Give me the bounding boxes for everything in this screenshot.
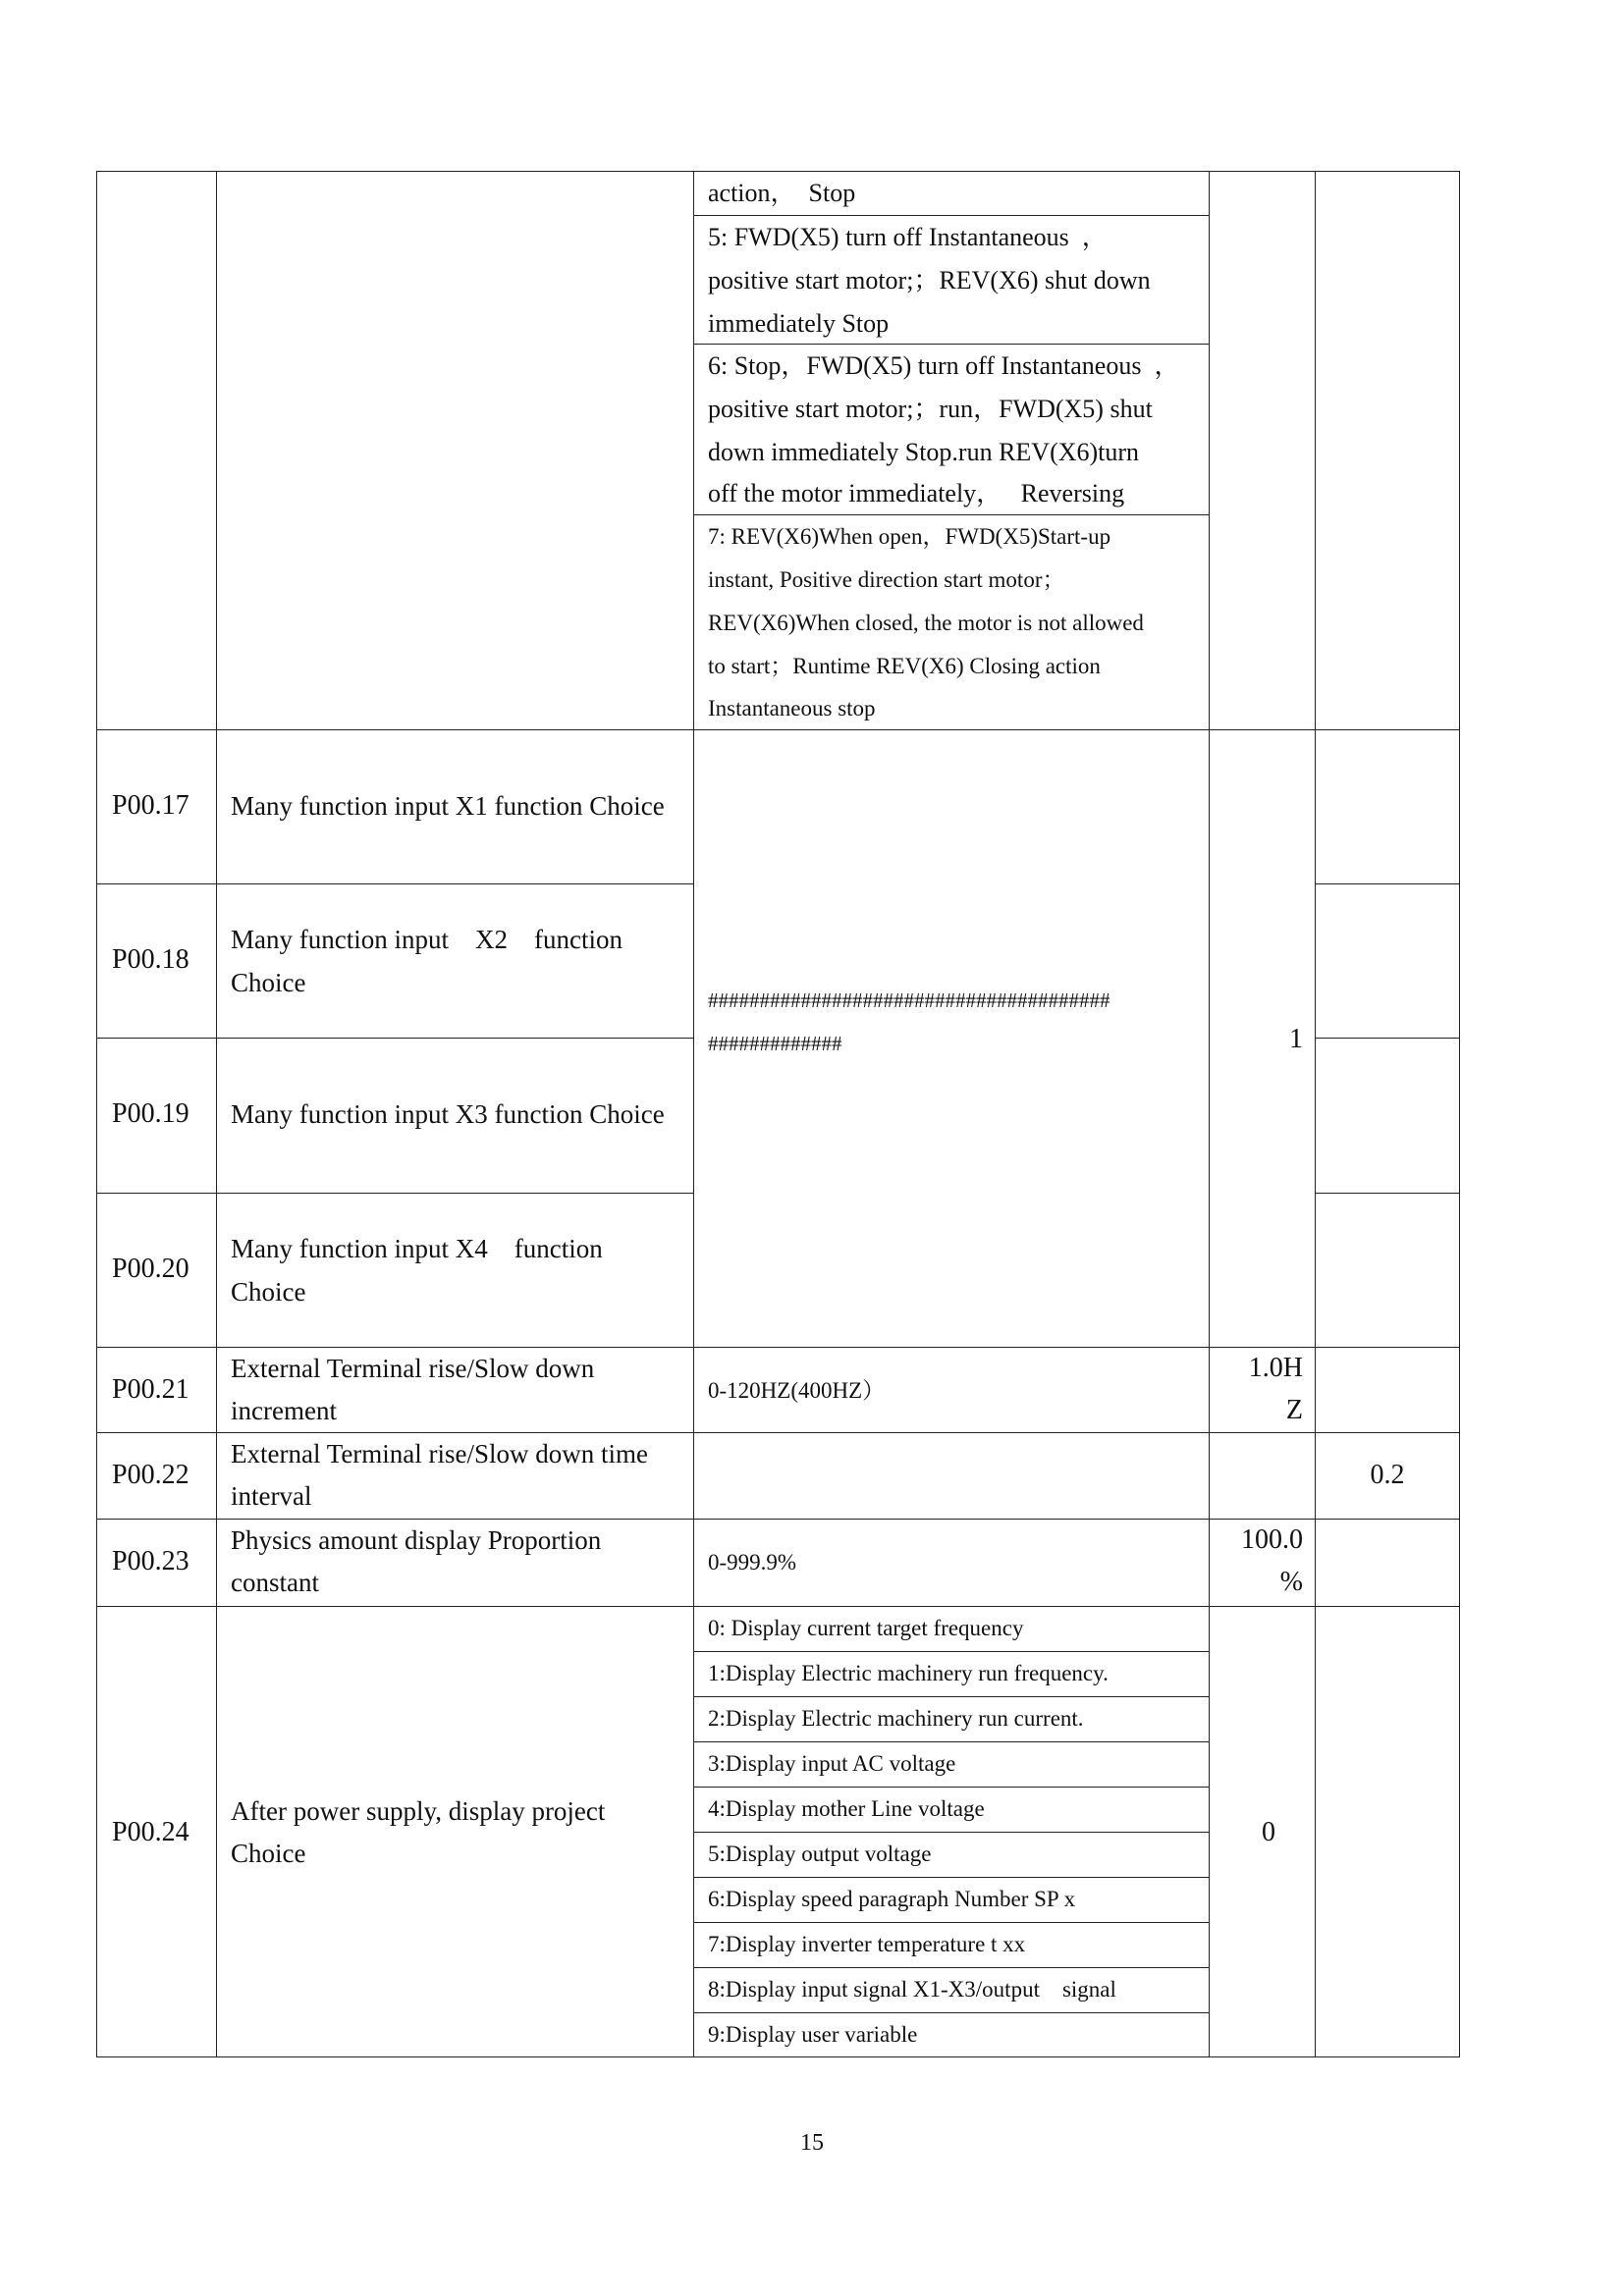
display-option: 0: Display current target frequency [708,1616,1024,1640]
parameter-name: After power supply, display project [231,1796,606,1826]
display-option-cell [693,1741,1210,1788]
parameter-name: Many function input X2 function [231,925,623,954]
display-option: 9:Display user variable [708,2022,918,2047]
cell-extra-continued [1315,171,1460,730]
display-option: 6:Display speed paragraph Number SP x [708,1887,1076,1911]
parameter-name: Physics amount display Proportion [231,1525,602,1555]
option-line: down immediately Stop.run REV(X6)turn [708,438,1140,466]
cell-extra [1315,1432,1460,1520]
cell-name [216,1193,694,1348]
cell-extra [1315,1193,1460,1348]
display-option: 8:Display input signal X1-X3/output signal [708,1977,1116,2002]
setting-range-text: ############# [708,1032,842,1055]
display-option: 1:Display Electric machinery run frequency. [708,1661,1109,1685]
parameter-name: External Terminal rise/Slow down time [231,1439,649,1468]
display-option-cell [693,1922,1210,1968]
parameter-code: P00.21 [112,1374,189,1405]
cell-name [216,1606,694,2057]
option-line: Instantaneous stop [708,696,876,721]
cell-setting-range [693,1432,1210,1520]
cell-extra [1315,1519,1460,1607]
option-line: 5: FWD(X5) turn off Instantaneous ， [708,223,1108,251]
cell-name [216,1347,694,1433]
display-option-cell [693,1832,1210,1878]
cell-default-continued [1209,171,1316,730]
default-value: % [1279,1567,1303,1597]
option-cell [693,171,1210,216]
parameter-name: Many function input X3 function Choice [231,1099,665,1129]
cell-extra [1315,883,1460,1039]
cell-extra [1315,1606,1460,2057]
parameter-name: Choice [231,968,306,997]
cell-default-merged [1209,729,1316,1348]
parameter-name: Choice [231,1277,306,1307]
cell-extra [1315,729,1460,884]
parameter-name: External Terminal rise/Slow down [231,1354,595,1383]
display-option: 4:Display mother Line voltage [708,1796,985,1821]
display-option-cell [693,1787,1210,1833]
cell-code-continued [96,171,217,730]
cell-setting-range [693,1519,1210,1607]
parameter-name: Choice [231,1839,306,1868]
default-value: 0 [1262,1817,1275,1847]
option-cell [693,215,1210,345]
cell-extra [1315,1347,1460,1433]
setting-range-text: ####################################### [708,988,1110,1012]
parameter-code: P00.22 [112,1460,189,1490]
option-line: to start；Runtime REV(X6) Closing action [708,654,1101,678]
cell-code [96,1432,217,1520]
option-cell [693,344,1210,515]
display-option-cell [693,1967,1210,2013]
display-option: 2:Display Electric machinery run current. [708,1706,1084,1731]
cell-code [96,1193,217,1348]
default-value: 1 [1289,1024,1303,1054]
option-line: positive start motor;；run，FWD(X5) shut [708,395,1153,423]
option-line: off the motor immediately， Reversing [708,479,1125,507]
parameter-code: P00.19 [112,1098,189,1129]
display-option-cell [693,1696,1210,1742]
display-option: 3:Display input AC voltage [708,1751,956,1776]
display-option-cell [693,1606,1210,1652]
parameter-code: P00.20 [112,1254,189,1284]
option-line: immediately Stop [708,309,890,338]
parameter-name: interval [231,1481,312,1511]
option-line: instant, Positive direction start motor； [708,567,1065,592]
parameter-name: Many function input X4 function [231,1234,603,1263]
display-option-cell [693,1651,1210,1697]
parameter-code: P00.24 [112,1817,189,1847]
page-number: 15 [800,2130,824,2156]
cell-setting-range-merged [693,729,1210,1348]
option-line: REV(X6)When closed, the motor is not allowed [708,611,1144,635]
setting-range-text: 0-120HZ(400HZ） [708,1378,886,1403]
cell-name [216,883,694,1039]
cell-code [96,1519,217,1607]
setting-range-text: 0-999.9% [708,1550,797,1575]
display-option-cell [693,1877,1210,1923]
cell-name [216,1519,694,1607]
cell-code [96,1038,217,1194]
cell-name [216,1038,694,1194]
cell-extra [1315,1038,1460,1194]
default-value: Z [1285,1395,1303,1425]
option-line: action， Stop [708,179,856,207]
cell-name-continued [216,171,694,730]
option-line: 7: REV(X6)When open，FWD(X5)Start-up [708,524,1111,549]
parameter-code: P00.18 [112,944,189,975]
default-value: 1.0H [1248,1353,1303,1383]
parameter-name: constant [231,1568,319,1597]
cell-name [216,1432,694,1520]
parameter-name: Many function input X1 function Choice [231,791,665,821]
default-value: 100.0 [1241,1524,1303,1555]
extra-value: 0.2 [1370,1460,1405,1490]
cell-default [1209,1347,1316,1433]
display-option: 5:Display output voltage [708,1842,932,1866]
cell-code [96,1606,217,2057]
cell-default [1209,1519,1316,1607]
cell-code [96,1347,217,1433]
parameter-name: increment [231,1396,337,1425]
cell-code [96,883,217,1039]
option-line: positive start motor;；REV(X6) shut down [708,266,1151,294]
option-line: 6: Stop，FWD(X5) turn off Instantaneous ， [708,351,1180,380]
cell-code [96,729,217,884]
cell-default [1209,1432,1316,1520]
display-option-cell [693,2012,1210,2057]
option-cell [693,514,1210,730]
parameter-code: P00.17 [112,790,189,821]
cell-default [1209,1606,1316,2057]
cell-setting-range [693,1347,1210,1433]
display-option: 7:Display inverter temperature t xx [708,1932,1026,1956]
parameter-code: P00.23 [112,1546,189,1576]
cell-name [216,729,694,884]
